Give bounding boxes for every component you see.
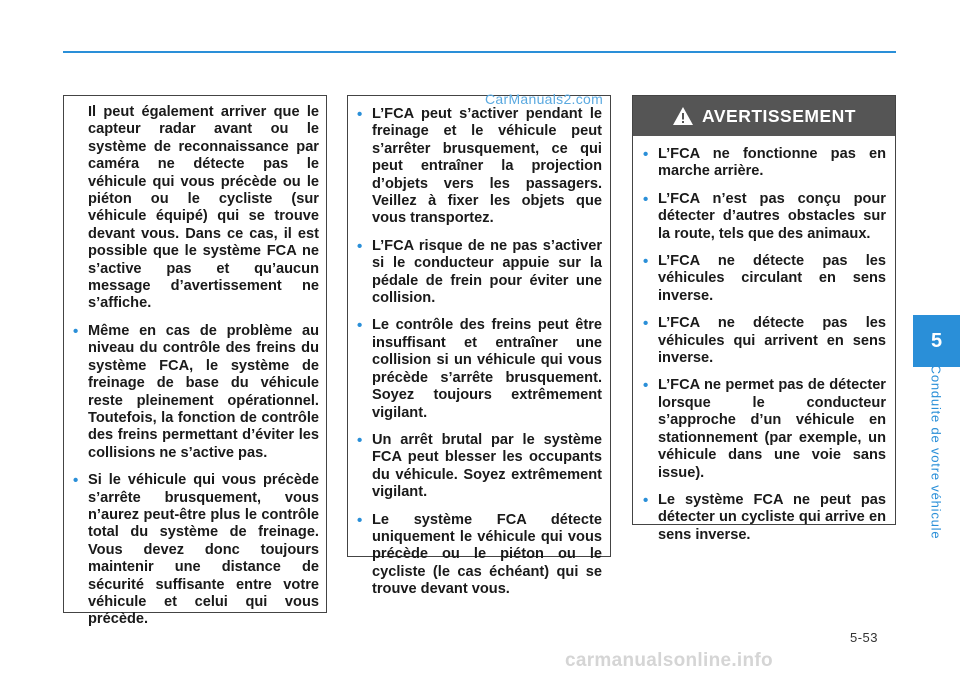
column-2-item: • Le contrôle des freins peut être insuffisant et entraîner une collision si un véhicule qui vous précède s’arrête brusquement. Soyez toujours extrêmement vigilant. (372, 317, 602, 421)
column-1-item: • Si le véhicule qui vous précède s’arrête brusquement, vous n’aurez peut-être plus le contrôle total du système de freinage. Vous devez donc toujours maintenir une distance de sécurité suffisante entre votre véhicule et celui qui vous précède. (88, 472, 319, 629)
warning-item: • L’FCA ne détecte pas les véhicules circulant en sens inverse. (658, 253, 886, 305)
column-2-item: • L’FCA risque de ne pas s’activer si le conducteur appuie sur la pédale de frein pour éviter une collision. (372, 238, 602, 308)
column-1-box (63, 95, 327, 628)
column-1-item: • Même en cas de problème au niveau du contrôle des freins du système FCA, le système de freinage de base du véhicule reste pleinement opérationnel. Toutefois, la fonction de contrôle des freins permettant d’éviter les collisions ne s’active pas. (88, 323, 319, 462)
chapter-tab[interactable]: 5 (913, 315, 960, 367)
warning-item: • L’FCA ne fonctionne pas en marche arrière. (658, 146, 886, 181)
footer-watermark: carmanualsonline.info (565, 650, 773, 671)
warning-triangle-icon (672, 106, 694, 126)
column-2-item: • Un arrêt brutal par le système FCA peut blesser les occupants du véhicule. Soyez extrêmement vigilant. (372, 432, 602, 502)
warning-item: • L’FCA n’est pas conçu pour détecter d’autres obstacles sur la route, tels que des animaux. (658, 191, 886, 243)
warning-item: • Le système FCA ne peut pas détecter un cycliste qui arrive en sens inverse. (658, 492, 886, 544)
warning-item: • L’FCA ne permet pas de détecter lorsque le conducteur s’approche d’un véhicule en stationnement (par exemple, un véhicule dans une voie sans issue). (658, 377, 886, 481)
column-1-intro: Il peut également arriver que le capteur radar avant ou le système de reconnaissance par caméra ne détecte pas le véhicule qui vous précède ou le piéton ou le cycliste (sur véhicule équipé) qui se trouve devant vous. Dans ce cas, il est possible que le système FCA ne s’active pas et qu’aucun message d’avertissement ne s’affiche. (88, 104, 319, 312)
column-2-item: • L’FCA peut s’activer pendant le freinage et le véhicule peut s’arrêter brusquement, ce qui peut entraîner la projection d’objets vers les passagers. Veillez à fixer les objets que vous transportez. (372, 106, 602, 228)
watermark-link[interactable]: CarManuals2.com (485, 91, 604, 107)
column-2-box (347, 95, 611, 598)
column-2-content (348, 96, 610, 599)
warning-title: AVERTISSEMENT (702, 105, 856, 126)
column-1-content (64, 96, 326, 629)
top-rule (63, 51, 896, 53)
page-number: 5-53 (850, 630, 879, 645)
column-2-item: • Le système FCA détecte uniquement le véhicule qui vous précède ou le piéton ou le cycliste (le cas échéant) qui se trouve devant vous. (372, 512, 602, 599)
warning-header (633, 96, 895, 136)
warning-item: • L’FCA ne détecte pas les véhicules qui arrivent en sens inverse. (658, 315, 886, 367)
chapter-title: Conduite de votre véhicule (928, 364, 944, 540)
warning-box (632, 95, 896, 543)
warning-content (633, 136, 895, 544)
